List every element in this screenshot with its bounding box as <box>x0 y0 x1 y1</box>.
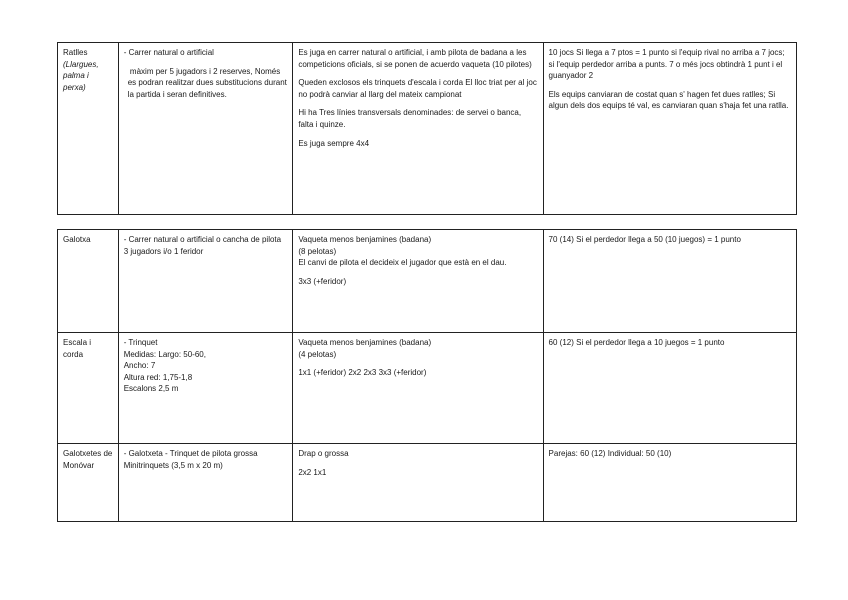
field-text: - Carrer natural o artificial <box>123 48 214 57</box>
sport-name: Galotxetes de Monóvar <box>63 449 113 470</box>
field-text: - Carrer natural o artificial o cancha de pilota <box>123 235 282 244</box>
table-row <box>58 230 797 333</box>
sport-name: Escala i corda <box>63 338 92 359</box>
sport-name-cell <box>58 444 119 522</box>
sport-name-cell <box>58 43 119 215</box>
score-cell <box>543 444 796 522</box>
ball-text: Vaqueta menos benjamines (badana) <box>298 338 432 347</box>
field-text: - Trinquet <box>123 338 158 347</box>
ball-text: Vaqueta menos benjamines (badana) <box>298 235 432 244</box>
field-cell <box>118 230 293 333</box>
field-text: Minitrinquets (3,5 m x 20 m) <box>123 460 223 470</box>
ball-cell <box>293 43 543 215</box>
score-text: 10 jocs Si llega a 7 ptos = 1 punto si l'equip rival no arriba a 7 jocs; si l'equip perdedor arriba a punts. 7 o més jocs obtindrà 1 punt i el guanyador 2 <box>548 48 787 81</box>
sport-name-cell <box>58 333 119 444</box>
ball-text: 3x3 (+feridor) <box>298 276 347 286</box>
sport-name-cell <box>58 230 119 333</box>
field-text: Escalons 2,5 m <box>123 384 179 394</box>
ball-text: 1x1 (+feridor) 2x2 2x3 3x3 (+feridor) <box>298 368 427 378</box>
field-text: - Galotxeta - Trinquet de pilota grossa <box>123 449 258 458</box>
field-cell <box>118 43 293 215</box>
ball-text: 2x2 1x1 <box>298 467 327 477</box>
sport-name: Ratlles <box>63 48 88 57</box>
score-text: Els equips canviaran de costat quan s' hagen fet dues ratlles; Si algun dels dos equips té val, es canviaran quan s'haja fet una ratlla. <box>548 89 789 111</box>
field-text: 3 jugadors i/o 1 feridor <box>123 246 204 256</box>
ball-text: Es juga en carrer natural o artificial, i amb pilota de badana a les competicions oficials, si se ponen de acuerdo vaqueta (10 pilotes) <box>298 48 532 69</box>
score-text: 70 (14) Si el perdedor llega a 50 (10 juegos) = 1 punto <box>548 235 741 244</box>
table-row <box>58 43 797 215</box>
score-text: 60 (12) Si el perdedor llega a 10 juegos = 1 punto <box>548 338 725 347</box>
sports-table <box>57 229 797 522</box>
ratlles-table <box>57 42 797 215</box>
ball-text: (4 pelotas) <box>298 349 337 359</box>
ball-text: El canvi de pilota el decideix el jugador que està en el dau. <box>298 258 507 268</box>
sport-name-note: (Llargues, palma i perxa) <box>63 59 99 92</box>
ball-text: (8 pelotas) <box>298 246 337 256</box>
table-row <box>58 333 797 444</box>
table-row <box>58 444 797 522</box>
field-cell <box>118 444 293 522</box>
score-text: Parejas: 60 (12) Individual: 50 (10) <box>548 449 672 458</box>
ball-text: Hi ha Tres línies transversals denominades: de servei o banca, falta i quinze. <box>298 108 524 129</box>
score-cell <box>543 43 796 215</box>
ball-cell <box>293 444 543 522</box>
field-text: Ancho: 7 <box>123 361 156 371</box>
sport-name: Galotxa <box>63 235 91 244</box>
ball-cell <box>293 230 543 333</box>
field-text: màxim per 5 jugadors i 2 reserves, Només es podran realitzar dues substitucions durant la partida i seran definitives. <box>127 66 290 99</box>
field-text: Altura red: 1,75-1,8 <box>123 372 193 382</box>
score-cell <box>543 333 796 444</box>
ball-text: Queden exclosos els trinquets d'escala i corda El lloc triat per al joc no podrà canviar al llarg del mateix campionat <box>298 78 540 99</box>
ball-text: Es juga sempre 4x4 <box>298 138 370 148</box>
field-cell <box>118 333 293 444</box>
ball-text: Drap o grossa <box>298 449 349 458</box>
score-cell <box>543 230 796 333</box>
ball-cell <box>293 333 543 444</box>
field-text: Medidas: Largo: 50-60, <box>123 349 206 359</box>
